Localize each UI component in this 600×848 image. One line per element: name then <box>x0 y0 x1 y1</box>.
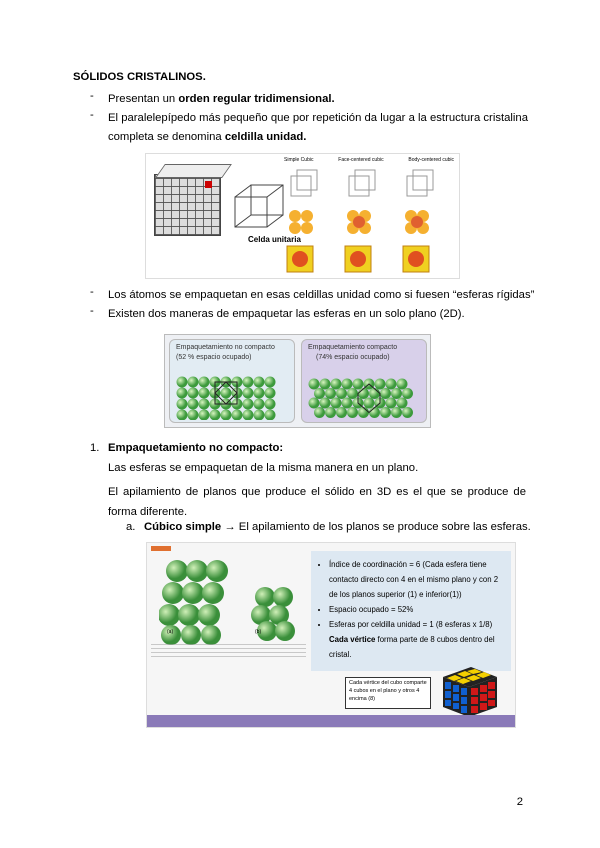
cell-label: Celda unitaria <box>248 235 301 244</box>
non-compact-panel <box>169 339 295 423</box>
slide-bullet: • Índice de coordinación = 6 (Cada esfera tiene contacto directo con 4 en el mismo plano y con 2 de los planos superior (1) e inferior(1)) <box>329 557 505 602</box>
figure-sublabel: (a) <box>167 629 174 635</box>
cubic-types-header <box>284 157 454 163</box>
sub-item-text: Cúbico simple → El apilamiento de los planos se produce sobre las esferas. <box>144 521 531 533</box>
vertex-caption-box: Cada vértice del cubo comparte 4 cubos en el plano y otros 4 encima (8) <box>345 677 431 709</box>
panel-sublabel: (74% espacio ocupado) <box>316 354 390 361</box>
packing-2d-figure <box>164 334 431 428</box>
hex-packing-spheres <box>308 378 420 420</box>
bullet-dash: - <box>90 305 94 317</box>
section-paragraph: El apilamiento de planos que produce el sólido en 3D es el que se produce de forma diferente. <box>108 486 526 518</box>
cubic-types-images <box>281 166 456 276</box>
slide-footer-bar <box>147 715 515 727</box>
col-label: Simple Cubic <box>284 157 314 163</box>
section-number: 1. <box>90 442 100 454</box>
section-title: SÓLIDOS CRISTALINOS. <box>73 71 206 83</box>
sub-item-letter: a. <box>126 521 136 533</box>
section-heading: Empaquetamiento no compacto: <box>108 442 284 454</box>
unit-cell-figure <box>145 153 460 279</box>
simple-cubic-slide <box>146 542 516 728</box>
panel-label: Empaquetamiento no compacto <box>176 344 275 351</box>
col-label: Face-centered cubic <box>338 157 384 163</box>
slide-bullet-list <box>311 551 511 632</box>
compact-panel <box>301 339 427 423</box>
panel-label: Empaquetamiento compacto <box>308 344 398 351</box>
col-label: Body-centered cubic <box>408 157 454 163</box>
rubiks-cube-image <box>437 663 501 719</box>
bullet-dash: - <box>90 90 94 102</box>
square-packing-spheres <box>176 376 286 420</box>
bullet-dash: - <box>90 286 94 298</box>
figure-sublabel: (b) <box>255 629 262 635</box>
cube-top-face <box>155 164 232 178</box>
slide-tag <box>151 546 171 551</box>
panel-sublabel: (52 % espacio ocupado) <box>176 354 252 361</box>
figure-caption-blur <box>151 643 306 657</box>
simple-cubic-spheres <box>159 557 309 647</box>
slide-bullet: • Espacio ocupado = 52% <box>329 602 505 617</box>
section-paragraph: Las esferas se empaquetan de la misma manera en un plano. <box>108 462 419 474</box>
slide-bullet: • Esferas por celdilla unidad = 1 (8 esferas x 1/8) <box>329 617 505 632</box>
lattice-cube-image <box>154 174 221 236</box>
slide-info-panel <box>311 551 511 671</box>
page-number: 2 <box>516 796 523 808</box>
bullet-dash: - <box>90 109 94 121</box>
slide-vertex-note: Cada vértice forma parte de 8 cubos dentro del cristal. <box>329 635 495 659</box>
